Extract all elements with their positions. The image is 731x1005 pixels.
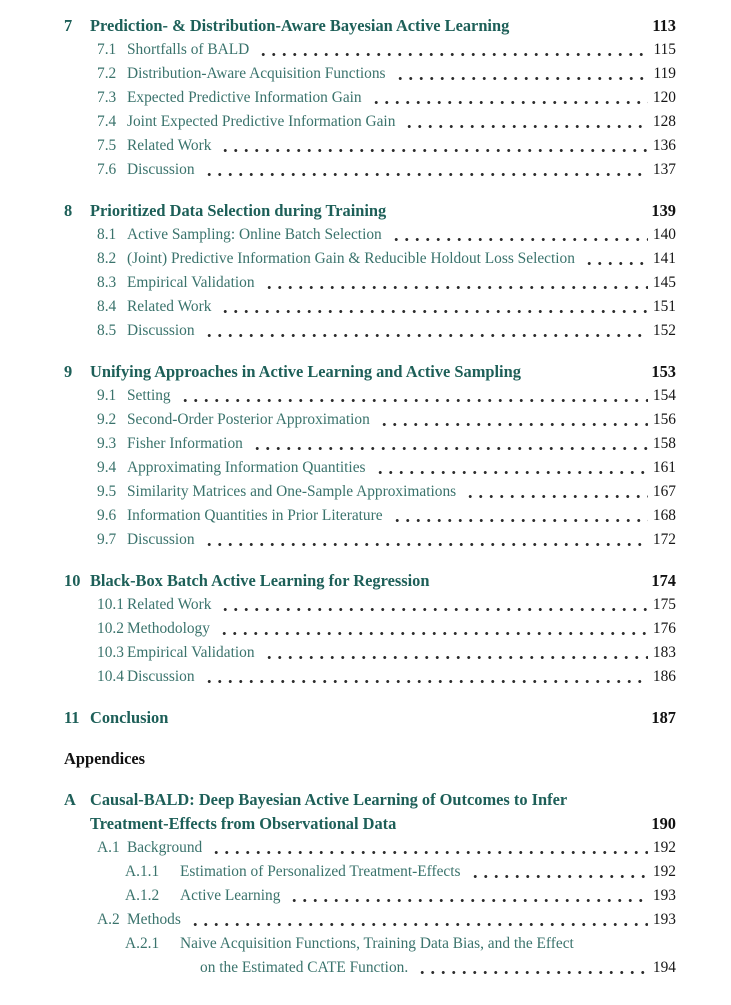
- section-number: 9.2: [97, 411, 117, 428]
- section-page-number: 140: [652, 226, 676, 243]
- dot-leader: [190, 922, 648, 927]
- section-page-number: 175: [652, 596, 676, 613]
- section-number: A.2.1: [125, 935, 160, 952]
- section-page-number: 194: [652, 959, 676, 976]
- section-number: 10.3: [97, 644, 124, 661]
- section-number: 10.2: [97, 620, 124, 637]
- section-page-number: 128: [652, 113, 676, 130]
- dot-leader: [219, 631, 648, 636]
- toc-entry-A-2-1[interactable]: [64, 956, 676, 980]
- section-title: Discussion: [127, 322, 195, 339]
- section-page-number: 151: [652, 298, 676, 315]
- toc-entry-7-2[interactable]: [64, 62, 676, 86]
- section-title: Background: [127, 839, 203, 856]
- dot-leader: [379, 422, 648, 427]
- section-number: 10.4: [97, 668, 124, 685]
- toc-entry-9-7[interactable]: [64, 528, 676, 552]
- table-of-contents: [64, 14, 676, 980]
- toc-entry-8-5[interactable]: [64, 319, 676, 343]
- section-number: 9.5: [97, 483, 117, 500]
- section-title: Related Work: [127, 137, 212, 154]
- toc-entry-7-6[interactable]: [64, 158, 676, 182]
- section-page-number: 161: [652, 459, 676, 476]
- section-title: Methodology: [127, 620, 210, 637]
- toc-entry-9-5[interactable]: [64, 480, 676, 504]
- section-page-number: 137: [652, 161, 676, 178]
- section-number: 9.6: [97, 507, 117, 524]
- toc-entry-10-2[interactable]: [64, 617, 676, 641]
- chapter-number: 9: [64, 362, 73, 381]
- dot-leader: [252, 446, 648, 451]
- dot-leader: [204, 172, 648, 177]
- toc-entry-8-4[interactable]: [64, 295, 676, 319]
- toc-entry-7-4[interactable]: [64, 110, 676, 134]
- section-number: A.1.2: [125, 887, 160, 904]
- section-title: Joint Expected Predictive Information Gain: [127, 113, 396, 130]
- section-title: Setting: [127, 387, 171, 404]
- dot-leader: [392, 518, 648, 523]
- chapter-page-number: 139: [651, 201, 676, 220]
- dot-leader: [417, 970, 648, 975]
- section-page-number: 183: [652, 644, 676, 661]
- dot-leader: [220, 607, 648, 612]
- section-title: Discussion: [127, 531, 195, 548]
- section-title: on the Estimated CATE Function.: [200, 959, 409, 976]
- section-page-number: 192: [652, 839, 676, 856]
- dot-leader: [264, 655, 648, 660]
- chapter-title: Unifying Approaches in Active Learning and Active Sampling: [90, 362, 521, 381]
- dot-leader: [395, 76, 649, 81]
- section-title: Approximating Information Quantities: [127, 459, 366, 476]
- section-title: Related Work: [127, 596, 212, 613]
- chapter-page-number: 174: [651, 571, 676, 590]
- section-title: Discussion: [127, 161, 195, 178]
- dot-leader: [220, 148, 648, 153]
- section-page-number: 145: [652, 274, 676, 291]
- dot-leader: [465, 494, 648, 499]
- section-number: A.1.1: [125, 863, 160, 880]
- section-title: Shortfalls of BALD: [127, 41, 250, 58]
- toc-entry-7-1[interactable]: [64, 38, 676, 62]
- toc-chapter-10[interactable]: [64, 569, 676, 593]
- section-number: 8.1: [97, 226, 117, 243]
- toc-entry-A-1-2[interactable]: [64, 884, 676, 908]
- dot-leader: [204, 679, 648, 684]
- chapter-title: Conclusion: [90, 708, 169, 727]
- section-page-number: 136: [652, 137, 676, 154]
- section-page-number: 172: [652, 531, 676, 548]
- toc-entry-8-2[interactable]: [64, 247, 676, 271]
- section-page-number: 141: [652, 250, 676, 267]
- dot-leader: [470, 874, 648, 879]
- section-page-number: 176: [652, 620, 676, 637]
- toc-entry-10-3[interactable]: [64, 641, 676, 665]
- section-number: A.2: [97, 911, 120, 928]
- chapter-page-number: 153: [651, 362, 676, 381]
- chapter-title: Prioritized Data Selection during Training: [90, 201, 387, 220]
- dot-leader: [264, 285, 648, 290]
- section-number: 7.3: [97, 89, 117, 106]
- section-number: 8.3: [97, 274, 117, 291]
- toc-entry-9-3[interactable]: [64, 432, 676, 456]
- toc-entry-9-2[interactable]: [64, 408, 676, 432]
- section-page-number: 156: [652, 411, 676, 428]
- section-title: Related Work: [127, 298, 212, 315]
- section-number: 8.4: [97, 298, 117, 315]
- section-page-number: 152: [652, 322, 676, 339]
- chapter-number: 7: [64, 16, 73, 35]
- section-title: Fisher Information: [127, 435, 243, 452]
- section-title: Estimation of Personalized Treatment-Effects: [180, 863, 461, 880]
- section-page-number: 168: [652, 507, 676, 524]
- section-title: Information Quantities in Prior Literature: [127, 507, 383, 524]
- chapter-page-number: 190: [651, 814, 676, 833]
- toc-entry-A-1-1[interactable]: [64, 860, 676, 884]
- section-page-number: 193: [652, 887, 676, 904]
- section-number: 7.6: [97, 161, 117, 178]
- section-title: Discussion: [127, 668, 195, 685]
- section-title: Active Learning: [180, 887, 281, 904]
- section-page-number: 192: [652, 863, 676, 880]
- section-page-number: 158: [652, 435, 676, 452]
- chapter-number: 11: [64, 708, 80, 727]
- section-page-number: 167: [652, 483, 676, 500]
- toc-chapter-11[interactable]: [64, 706, 676, 730]
- chapter-page-number: 187: [651, 708, 676, 727]
- section-number: 8.5: [97, 322, 117, 339]
- dot-leader: [204, 333, 648, 338]
- chapter-title: Black-Box Batch Active Learning for Regression: [90, 571, 430, 590]
- section-number: 9.7: [97, 531, 117, 548]
- toc-chapter-A[interactable]: [64, 788, 676, 812]
- dot-leader: [211, 850, 648, 855]
- chapter-number: 8: [64, 201, 73, 220]
- toc-entry-10-1[interactable]: [64, 593, 676, 617]
- chapter-page-number: 113: [652, 16, 676, 35]
- chapter-title: Treatment-Effects from Observational Data: [90, 814, 397, 833]
- section-title: Empirical Validation: [127, 644, 255, 661]
- section-page-number: 154: [652, 387, 676, 404]
- toc-chapter-9[interactable]: [64, 360, 676, 384]
- dot-leader: [180, 398, 648, 403]
- section-number: 8.2: [97, 250, 117, 267]
- section-number: A.1: [97, 839, 120, 856]
- chapter-number: 10: [64, 571, 81, 590]
- dot-leader: [391, 237, 648, 242]
- appendices-heading: [64, 747, 676, 771]
- section-number: 10.1: [97, 596, 124, 613]
- chapter-title: Prediction- & Distribution-Aware Bayesian Active Learning: [90, 16, 510, 35]
- toc-chapter-7[interactable]: [64, 14, 676, 38]
- section-page-number: 119: [653, 65, 676, 82]
- section-number: 9.4: [97, 459, 117, 476]
- dot-leader: [289, 898, 647, 903]
- toc-chapter-A[interactable]: [64, 812, 676, 836]
- toc-entry-7-3[interactable]: [64, 86, 676, 110]
- toc-entry-A-1[interactable]: [64, 836, 676, 860]
- section-title: Similarity Matrices and One-Sample Approximations: [127, 483, 457, 500]
- section-title: Distribution-Aware Acquisition Functions: [127, 65, 386, 82]
- heading-label: Appendices: [64, 749, 146, 768]
- toc-entry-9-1[interactable]: [64, 384, 676, 408]
- section-title: Empirical Validation: [127, 274, 255, 291]
- section-number: 7.4: [97, 113, 117, 130]
- toc-entry-10-4[interactable]: [64, 665, 676, 689]
- section-number: 9.1: [97, 387, 117, 404]
- dot-leader: [404, 124, 648, 129]
- section-page-number: 120: [652, 89, 676, 106]
- section-page-number: 186: [652, 668, 676, 685]
- dot-leader: [375, 470, 648, 475]
- dot-leader: [204, 542, 648, 547]
- section-page-number: 193: [652, 911, 676, 928]
- section-title: Methods: [127, 911, 181, 928]
- chapter-number: A: [64, 790, 76, 809]
- toc-entry-7-5[interactable]: [64, 134, 676, 158]
- toc-entry-A-2-1[interactable]: [64, 932, 676, 956]
- dot-leader: [584, 261, 648, 266]
- toc-entry-8-3[interactable]: [64, 271, 676, 295]
- toc-chapter-8[interactable]: [64, 199, 676, 223]
- section-number: 9.3: [97, 435, 117, 452]
- section-title: Naive Acquisition Functions, Training Data Bias, and the Effect: [180, 935, 574, 952]
- dot-leader: [220, 309, 648, 314]
- toc-entry-A-2[interactable]: [64, 908, 676, 932]
- toc-entry-9-6[interactable]: [64, 504, 676, 528]
- section-title: Second-Order Posterior Approximation: [127, 411, 370, 428]
- section-number: 7.5: [97, 137, 117, 154]
- section-page-number: 115: [653, 41, 676, 58]
- dot-leader: [258, 52, 648, 57]
- section-number: 7.2: [97, 65, 117, 82]
- section-number: 7.1: [97, 41, 117, 58]
- section-title: Expected Predictive Information Gain: [127, 89, 362, 106]
- toc-entry-8-1[interactable]: [64, 223, 676, 247]
- section-title: Active Sampling: Online Batch Selection: [127, 226, 382, 243]
- dot-leader: [371, 100, 648, 105]
- chapter-title: Causal-BALD: Deep Bayesian Active Learning of Outcomes to Infer: [90, 790, 568, 809]
- toc-entry-9-4[interactable]: [64, 456, 676, 480]
- section-title: (Joint) Predictive Information Gain & Reducible Holdout Loss Selection: [127, 250, 575, 267]
